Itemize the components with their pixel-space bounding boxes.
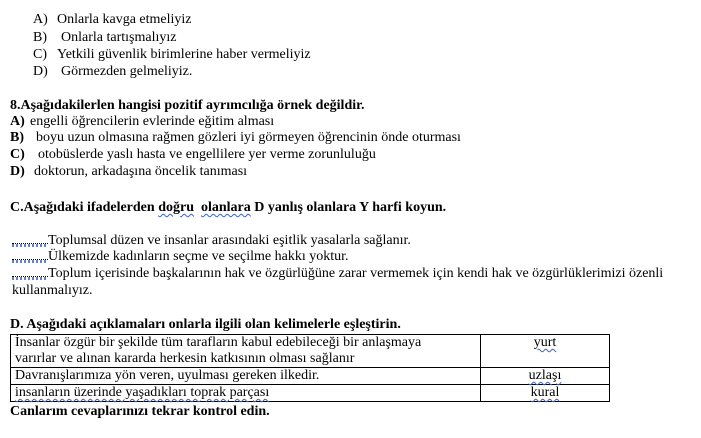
statement-text: Toplum içerisinde başkalarının hak ve özgürlüğüne zarar vermemek için kendi hak ve özgürlüklerimizi özenli: [48, 266, 664, 281]
statement-3-continued: kullanmalıyız.: [12, 283, 93, 298]
section-c-title-word-1: doğru: [158, 200, 194, 215]
section-c-title-pre: C.Aşağıdaki ifadelerden: [10, 200, 159, 215]
option-letter: D): [10, 164, 25, 179]
section-c-title: [10, 200, 446, 216]
option-letter: A): [33, 12, 48, 27]
q8-option-b: [10, 130, 461, 146]
description-line: varırlar ve alınan kararda herkesin katkısının olması sağlanır: [15, 351, 355, 366]
table-row: [11, 335, 610, 368]
term-cell: [481, 335, 610, 368]
section-c-title-post: D yanlış olanlara Y harfi koyun.: [250, 200, 447, 215]
option-letter: A): [10, 114, 25, 129]
answer-blank[interactable]: [12, 253, 48, 260]
option-d: [33, 64, 192, 80]
description-cell: [11, 335, 481, 368]
term-word: yurt: [533, 335, 557, 350]
description-line: insanların üzerinde yaşadıkları toprak parçası: [15, 385, 270, 400]
description-line: Davranışlarımıza yön veren, uyulması gereken ilkedir.: [15, 368, 320, 383]
description-cell: [11, 368, 481, 385]
option-letter: B): [33, 30, 47, 45]
q8-option-d: [10, 164, 247, 180]
term-word: uzlaşı: [528, 368, 562, 383]
option-text: Onlarla kavga etmeliyiz: [57, 12, 192, 27]
option-text: engelli öğrencilerin evlerinde eğitim alması: [30, 114, 275, 129]
statement-3: [12, 266, 663, 282]
option-letter: B): [10, 130, 24, 145]
footer-note: Canlarım cevaplarınızı tekrar kontrol edin.: [10, 404, 270, 419]
option-a: [33, 12, 192, 28]
option-c: [33, 47, 311, 63]
option-text: Yetkili güvenlik birimlerine haber vermeliyiz: [57, 47, 311, 62]
table-row: [11, 385, 610, 402]
option-text: otobüslerde yaslı hasta ve engellilere yer verme zorunluluğu: [38, 147, 376, 162]
option-letter: C): [33, 47, 47, 62]
term-cell: [481, 385, 610, 402]
statement-text: Ülkemizde kadınların seçme ve seçilme hakkı yoktur.: [48, 249, 349, 264]
term-word: kural: [530, 385, 560, 400]
statement-1: [12, 233, 411, 249]
option-text: boyu uzun olmasına rağmen gözleri iyi görmeyen öğrencinin önde oturması: [36, 130, 461, 145]
option-text: Görmezden gelmeliyiz.: [61, 64, 193, 79]
option-text: doktorun, arkadaşına öncelik tanıması: [34, 164, 248, 179]
table-row: [11, 368, 610, 385]
description-line: İnsanlar özgür bir şekilde tüm tarafların kabul edebileceği bir anlaşmaya: [15, 335, 422, 350]
option-letter: C): [10, 147, 25, 162]
term-cell: [481, 368, 610, 385]
statement-2: [12, 249, 349, 265]
question-8-title: 8.Aşağıdakilerlen hangisi pozitif ayrımcılığa örnek değildir.: [10, 98, 365, 113]
section-c-title-gap: [194, 200, 201, 215]
statement-text: Toplumsal düzen ve insanlar arasındaki eşitlik yasalarla sağlanır.: [48, 233, 411, 248]
q8-option-a: [10, 114, 274, 130]
answer-blank[interactable]: [12, 237, 48, 244]
option-text: Onlarla tartışmalıyız: [61, 30, 177, 45]
answer-blank[interactable]: [12, 270, 48, 277]
description-cell: [11, 385, 481, 402]
section-d-title: D. Aşağıdaki açıklamaları onlarla ilgili olan kelimelerle eşleştirin.: [10, 317, 401, 332]
q8-option-c: [10, 147, 376, 163]
option-b: [33, 30, 176, 46]
option-letter: D): [33, 64, 48, 79]
section-c-title-word-2: olanlara: [200, 200, 251, 215]
matching-table: [10, 334, 610, 402]
